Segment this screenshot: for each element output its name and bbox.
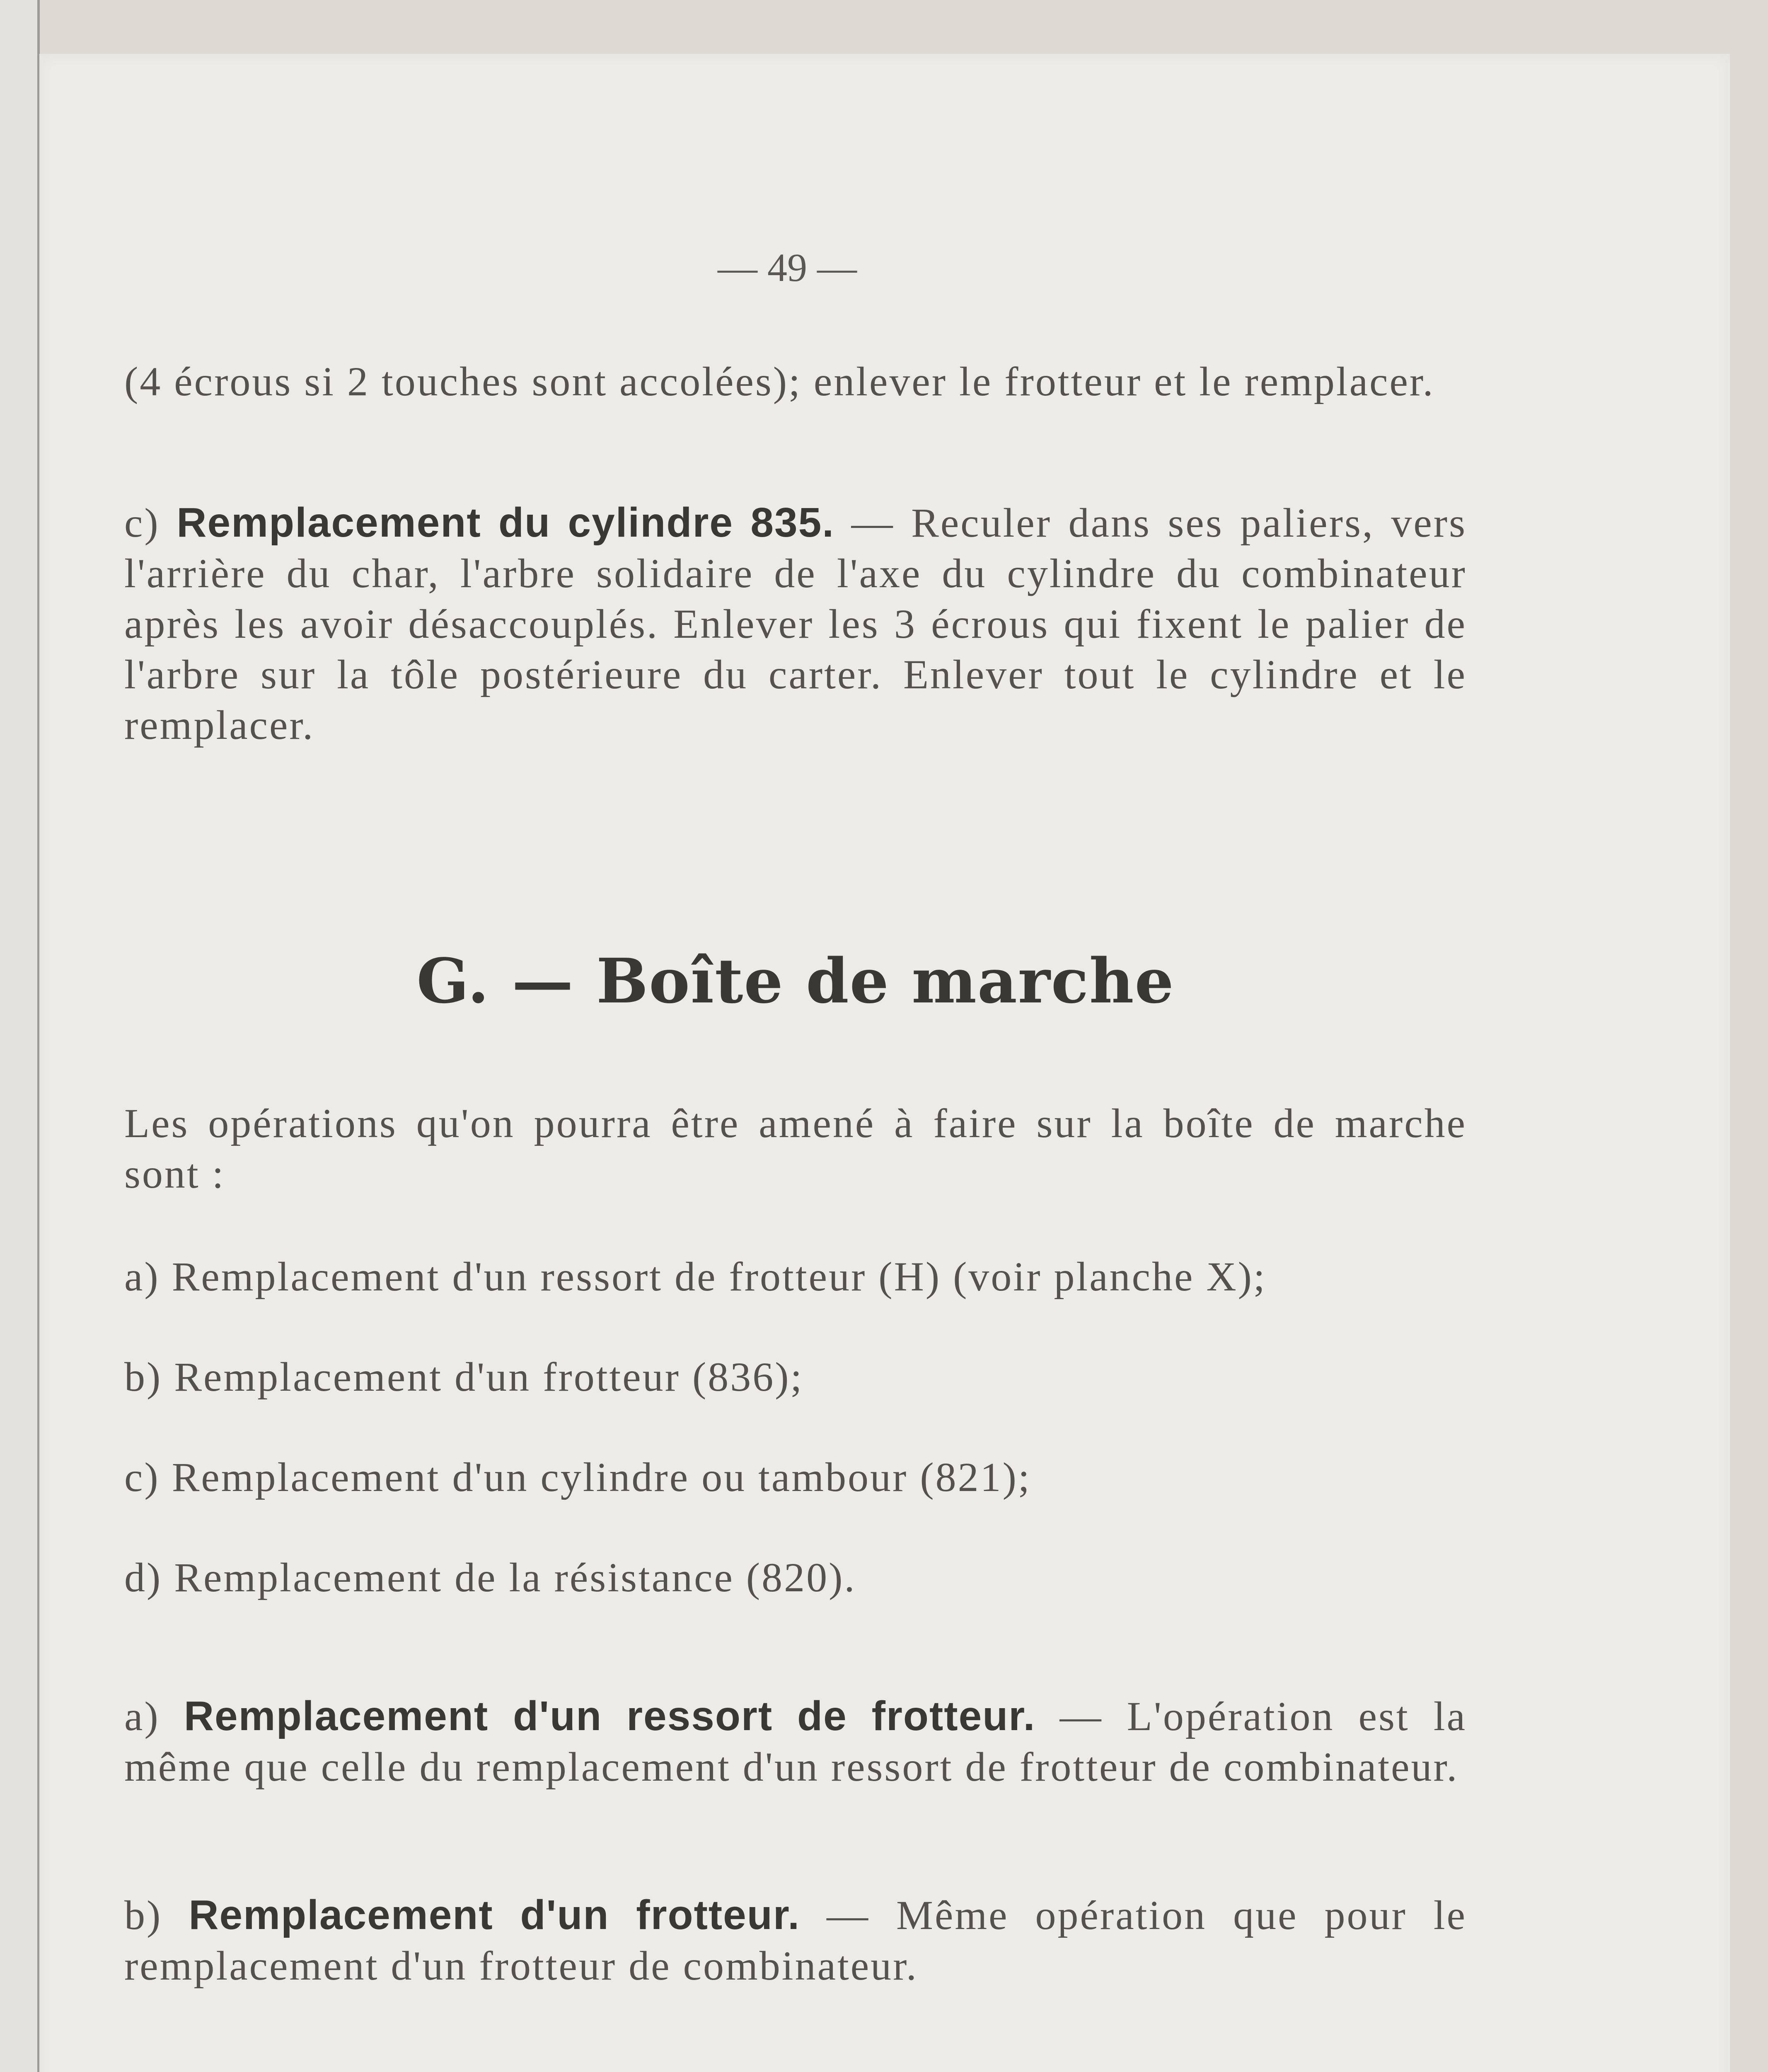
list-item-label: b): [124, 1354, 162, 1400]
list-item-label: d): [124, 1554, 162, 1600]
intro-text: (4 écrous si 2 touches sont accolées); enlever le frotteur et le remplacer.: [124, 358, 1435, 404]
operations-intro: [124, 1098, 1467, 1199]
spring-replacement-text: — L'opération est la même que celle du remplacement d'un ressort de frotteur de combinateur.: [124, 1693, 1467, 1790]
spring-replacement-heading: Remplacement d'un ressort de frotteur.: [184, 1693, 1036, 1739]
page-number: — 49 —: [718, 245, 857, 290]
operations-intro-text: Les opérations qu'on pourra être amené à faire sur la boîte de marche sont :: [124, 1100, 1467, 1197]
rubber-replacement-text: — Même opération que pour le remplacement d'un frotteur de combinateur.: [124, 1892, 1467, 1989]
list-item-text: Remplacement de la résistance (820).: [174, 1554, 856, 1600]
section-title: G. — Boîte de marche: [416, 945, 1175, 1017]
page-margin-strip: [0, 0, 37, 2072]
spring-replacement-label: a): [124, 1693, 160, 1739]
list-item-label: a): [124, 1254, 160, 1300]
list-item: [124, 1352, 1467, 1402]
cylinder-835-text: — Reculer dans ses paliers, vers l'arrière du char, l'arbre solidaire de l'axe du cylindre du combinateur après les avoir désaccouplés. Enlever les 3 écrous qui fixent le palier de l'arbre sur la tôle postérieure du carter. Enlever tout le cylindre et le remplacer.: [124, 500, 1467, 748]
list-item: [124, 1452, 1467, 1503]
rubber-replacement-heading: Remplacement d'un frotteur.: [189, 1892, 801, 1938]
list-item-text: Remplacement d'un frotteur (836);: [174, 1354, 804, 1400]
rubber-replacement-label: b): [124, 1892, 162, 1938]
list-item: [124, 1552, 1467, 1603]
cylinder-835-heading: Remplacement du cylindre 835.: [177, 499, 834, 546]
spring-replacement-paragraph: [124, 1691, 1467, 1792]
list-item-label: c): [124, 1454, 160, 1500]
list-item-text: Remplacement d'un ressort de frotteur (H) (voir planche X);: [172, 1254, 1267, 1300]
list-item: [124, 1251, 1467, 1302]
intro-paragraph: [124, 356, 1467, 407]
cylinder-835-label: c): [124, 500, 160, 546]
operations-list: [124, 1251, 1467, 1603]
cylinder-835-paragraph: [124, 497, 1467, 750]
list-item-text: Remplacement d'un cylindre ou tambour (821);: [172, 1454, 1031, 1500]
rubber-replacement-paragraph: [124, 1890, 1467, 1991]
